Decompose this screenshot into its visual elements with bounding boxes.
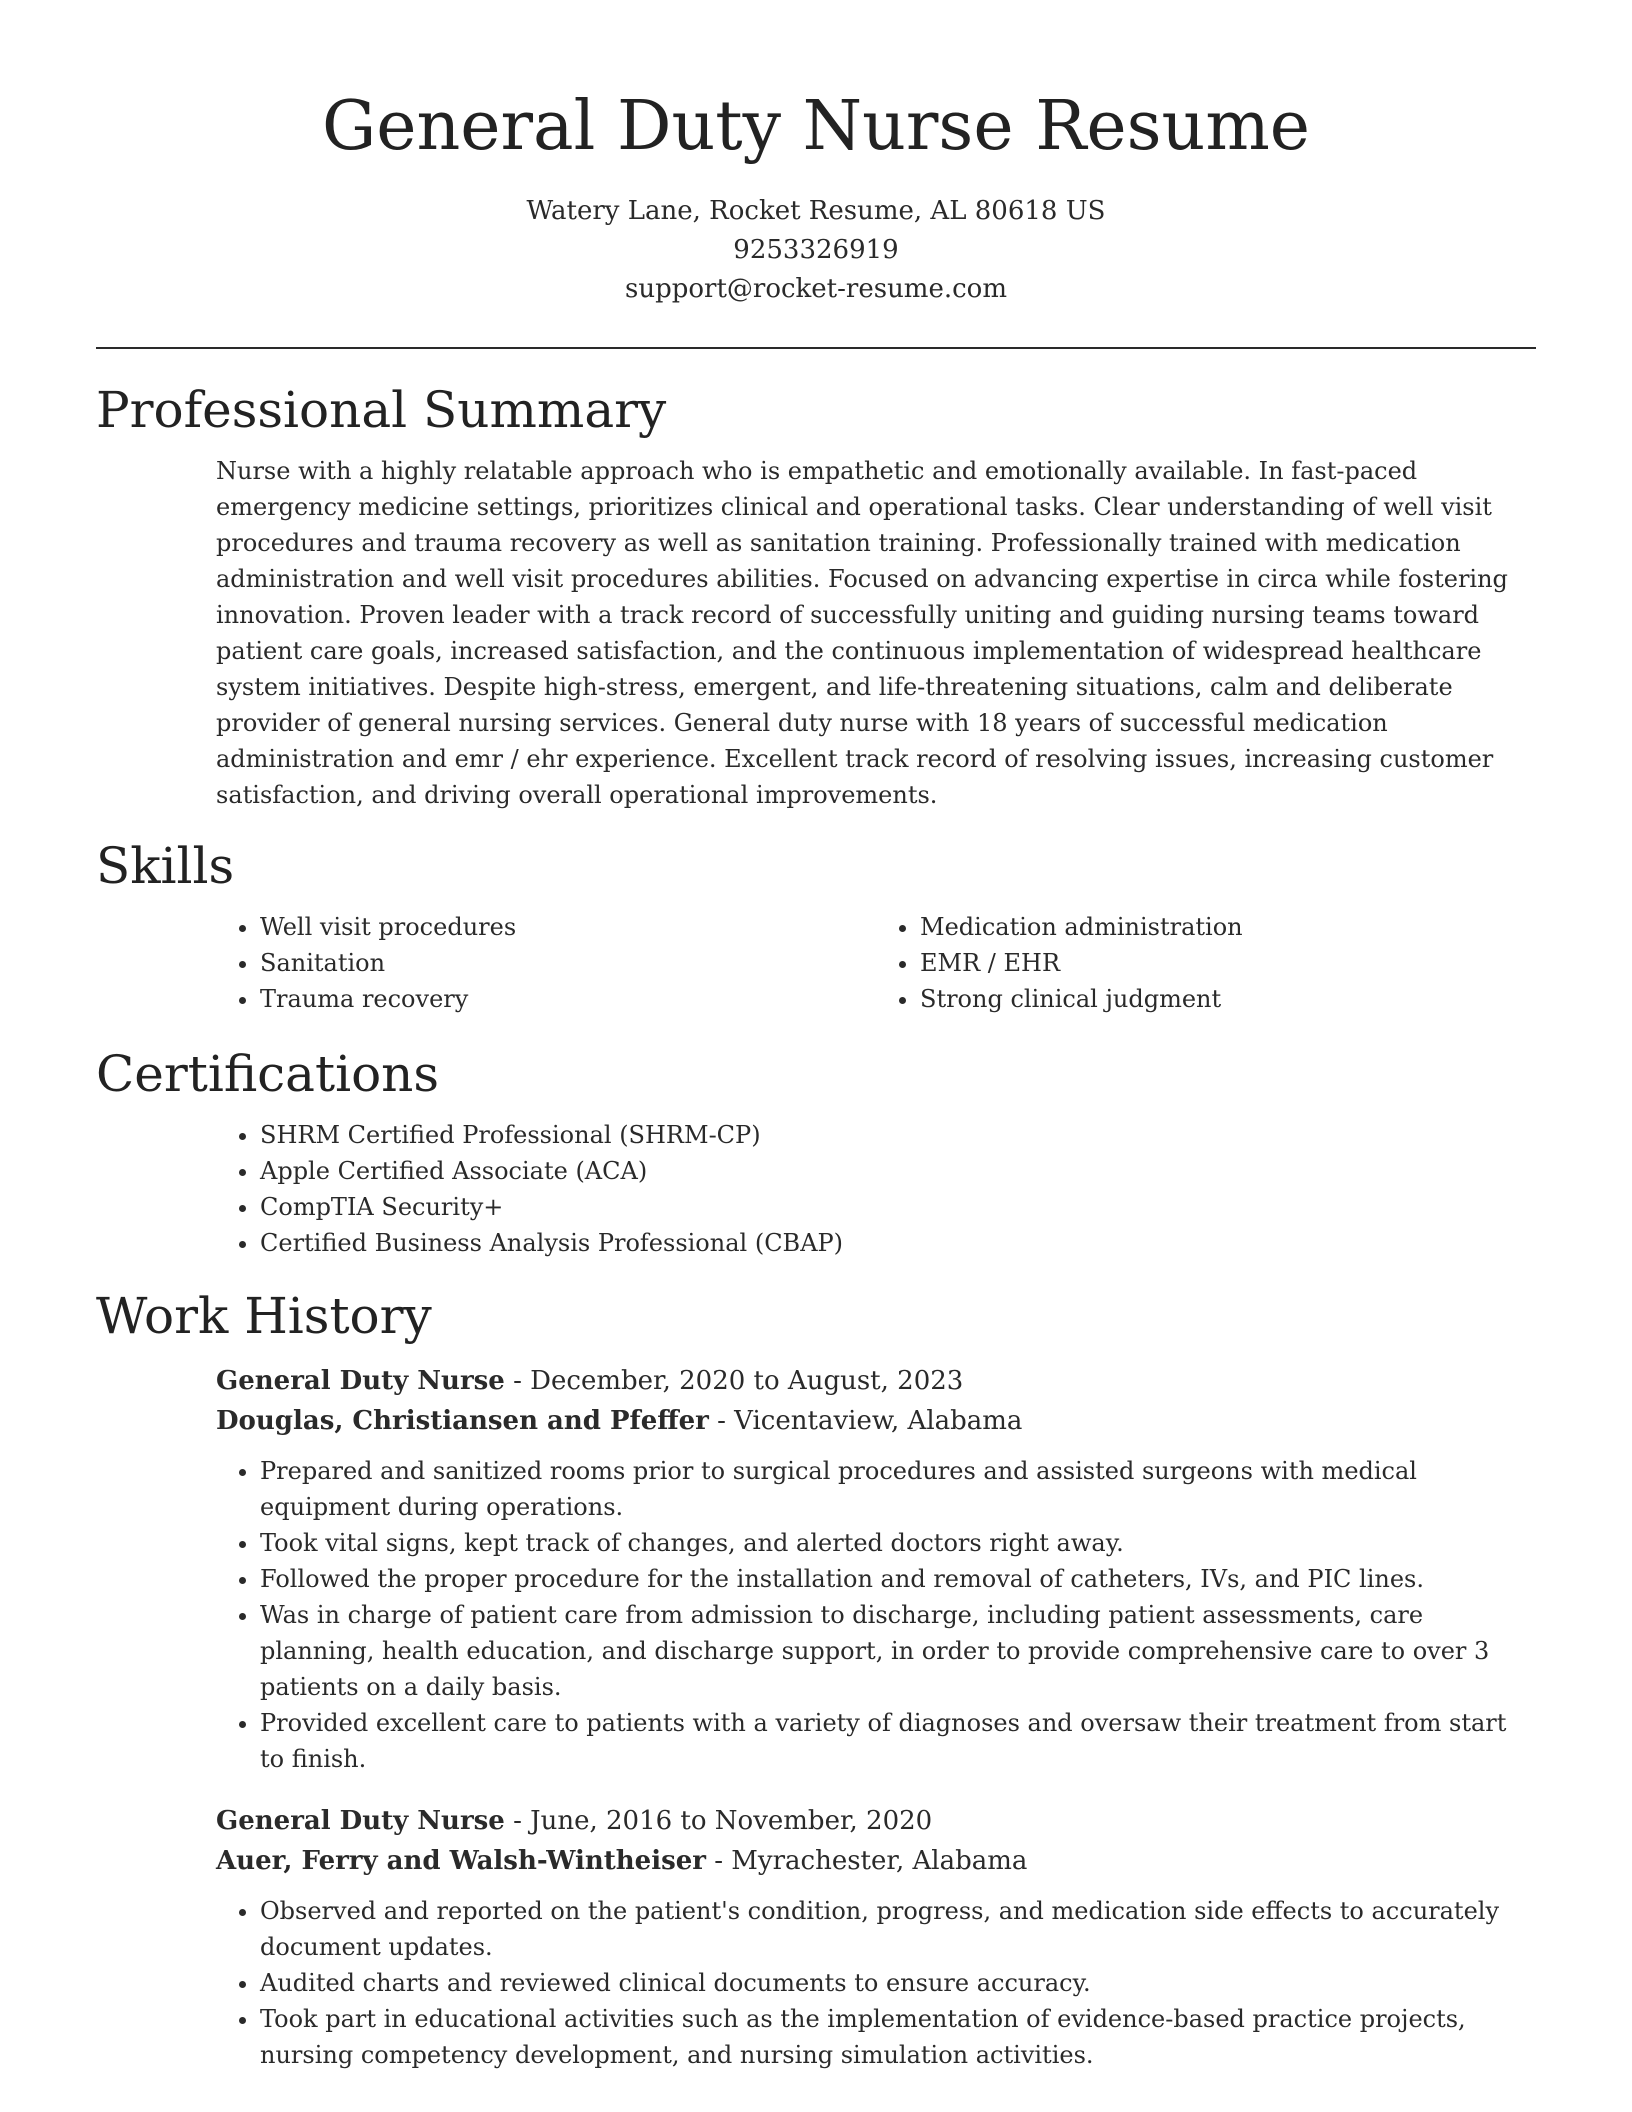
- summary-text: Nurse with a highly relatable approach who is empathetic and emotionally available. In fast-paced emergency medicine settings, prioritizes clinical and operational tasks. Clear understanding of well visit procedures and trauma recovery as well as sanitation training. Professionally trained with medication administration and well visit procedures abilities. Focused on advancing expertise in circa while fostering innovation. Proven leader with a track record of successfully uniting and guiding nursing teams toward patient care goals, increased satisfaction, and the continuous implementation of widespread healthcare system initiatives. Despite high-stress, emergent, and life-threatening situations, calm and deliberate provider of general nursing services. General duty nurse with 18 years of successful medication administration and emr / ehr experience. Excellent track record of resolving issues, increasing customer satisfaction, and driving overall operational improvements.: [216, 457, 1508, 809]
- skills-column-left: [216, 909, 876, 1017]
- job-company: Douglas, Christiansen and Pfeffer: [216, 1406, 709, 1436]
- job-duty-item: • Observed and reported on the patient's condition, progress, and medication side effects to accurately document updates.: [260, 1893, 1536, 1965]
- job-duty-item: • Took part in educational activities such as the implementation of evidence-based practice projects, nursing competency development, and nursing simulation activities.: [260, 2001, 1536, 2073]
- certification-item: • Certified Business Analysis Professional (CBAP): [260, 1225, 1536, 1261]
- job-dates: - December, 2020 to August, 2023: [504, 1366, 964, 1396]
- contact-address: Watery Lane, Rocket Resume, AL 80618 US: [526, 196, 1106, 226]
- job-title-line: [216, 1361, 1536, 1401]
- job-duty-item: • Audited charts and reviewed clinical documents to ensure accuracy.: [260, 1965, 1536, 2001]
- job-duties-list: [216, 1453, 1536, 1777]
- job-duty-item: • Provided excellent care to patients with a variety of diagnoses and oversaw their treatment from start to finish.: [260, 1705, 1536, 1777]
- summary-heading: Professional Summary: [96, 381, 667, 439]
- job-title: General Duty Nurse: [216, 1806, 505, 1836]
- certification-item: • SHRM Certified Professional (SHRM-CP): [260, 1117, 1536, 1153]
- work-history-heading: Work History: [96, 1287, 432, 1345]
- contact-email: support@rocket-resume.com: [624, 274, 1007, 304]
- skills-heading: Skills: [96, 837, 235, 895]
- header-divider: [96, 347, 1536, 349]
- job-dates: - June, 2016 to November, 2020: [504, 1806, 933, 1836]
- skill-item: • Well visit procedures: [260, 909, 876, 945]
- job-duties-list: [216, 1893, 1536, 2073]
- resume-title: General Duty Nurse Resume: [321, 87, 1311, 166]
- contact-block: [96, 192, 1536, 309]
- certifications-heading: Certifications: [96, 1045, 440, 1103]
- skill-item: • Trauma recovery: [260, 981, 876, 1017]
- job-duty-item: • Was in charge of patient care from admission to discharge, including patient assessments, care planning, health education, and discharge support, in order to provide comprehensive care to over 3 patients on a daily basis.: [260, 1597, 1536, 1705]
- job-title-line: [216, 1801, 1536, 1841]
- resume-page: [96, 0, 1536, 2073]
- skill-item: • Medication administration: [920, 909, 1536, 945]
- certifications-list: [216, 1117, 1536, 1261]
- skill-item: • EMR / EHR: [920, 945, 1536, 981]
- certification-item: • CompTIA Security+: [260, 1189, 1536, 1225]
- job-entry: [216, 1801, 1536, 2073]
- skills-column-right: [876, 909, 1536, 1017]
- contact-phone: 9253326919: [733, 235, 899, 265]
- job-location: - Myrachester, Alabama: [705, 1846, 1028, 1876]
- job-location: - Vicentaview, Alabama: [708, 1406, 1023, 1436]
- job-company-line: [216, 1401, 1536, 1441]
- job-entry: [216, 1361, 1536, 1777]
- job-company: Auer, Ferry and Walsh-Wintheiser: [216, 1846, 706, 1876]
- certification-item: • Apple Certified Associate (ACA): [260, 1153, 1536, 1189]
- job-company-line: [216, 1841, 1536, 1881]
- skills-list: [216, 909, 1536, 1017]
- skill-item: • Sanitation: [260, 945, 876, 981]
- job-title: General Duty Nurse: [216, 1366, 505, 1396]
- job-duty-item: • Followed the proper procedure for the installation and removal of catheters, IVs, and PIC lines.: [260, 1561, 1536, 1597]
- job-duty-item: • Took vital signs, kept track of changes, and alerted doctors right away.: [260, 1525, 1536, 1561]
- job-duty-item: • Prepared and sanitized rooms prior to surgical procedures and assisted surgeons with medical equipment during operations.: [260, 1453, 1536, 1525]
- skill-item: • Strong clinical judgment: [920, 981, 1536, 1017]
